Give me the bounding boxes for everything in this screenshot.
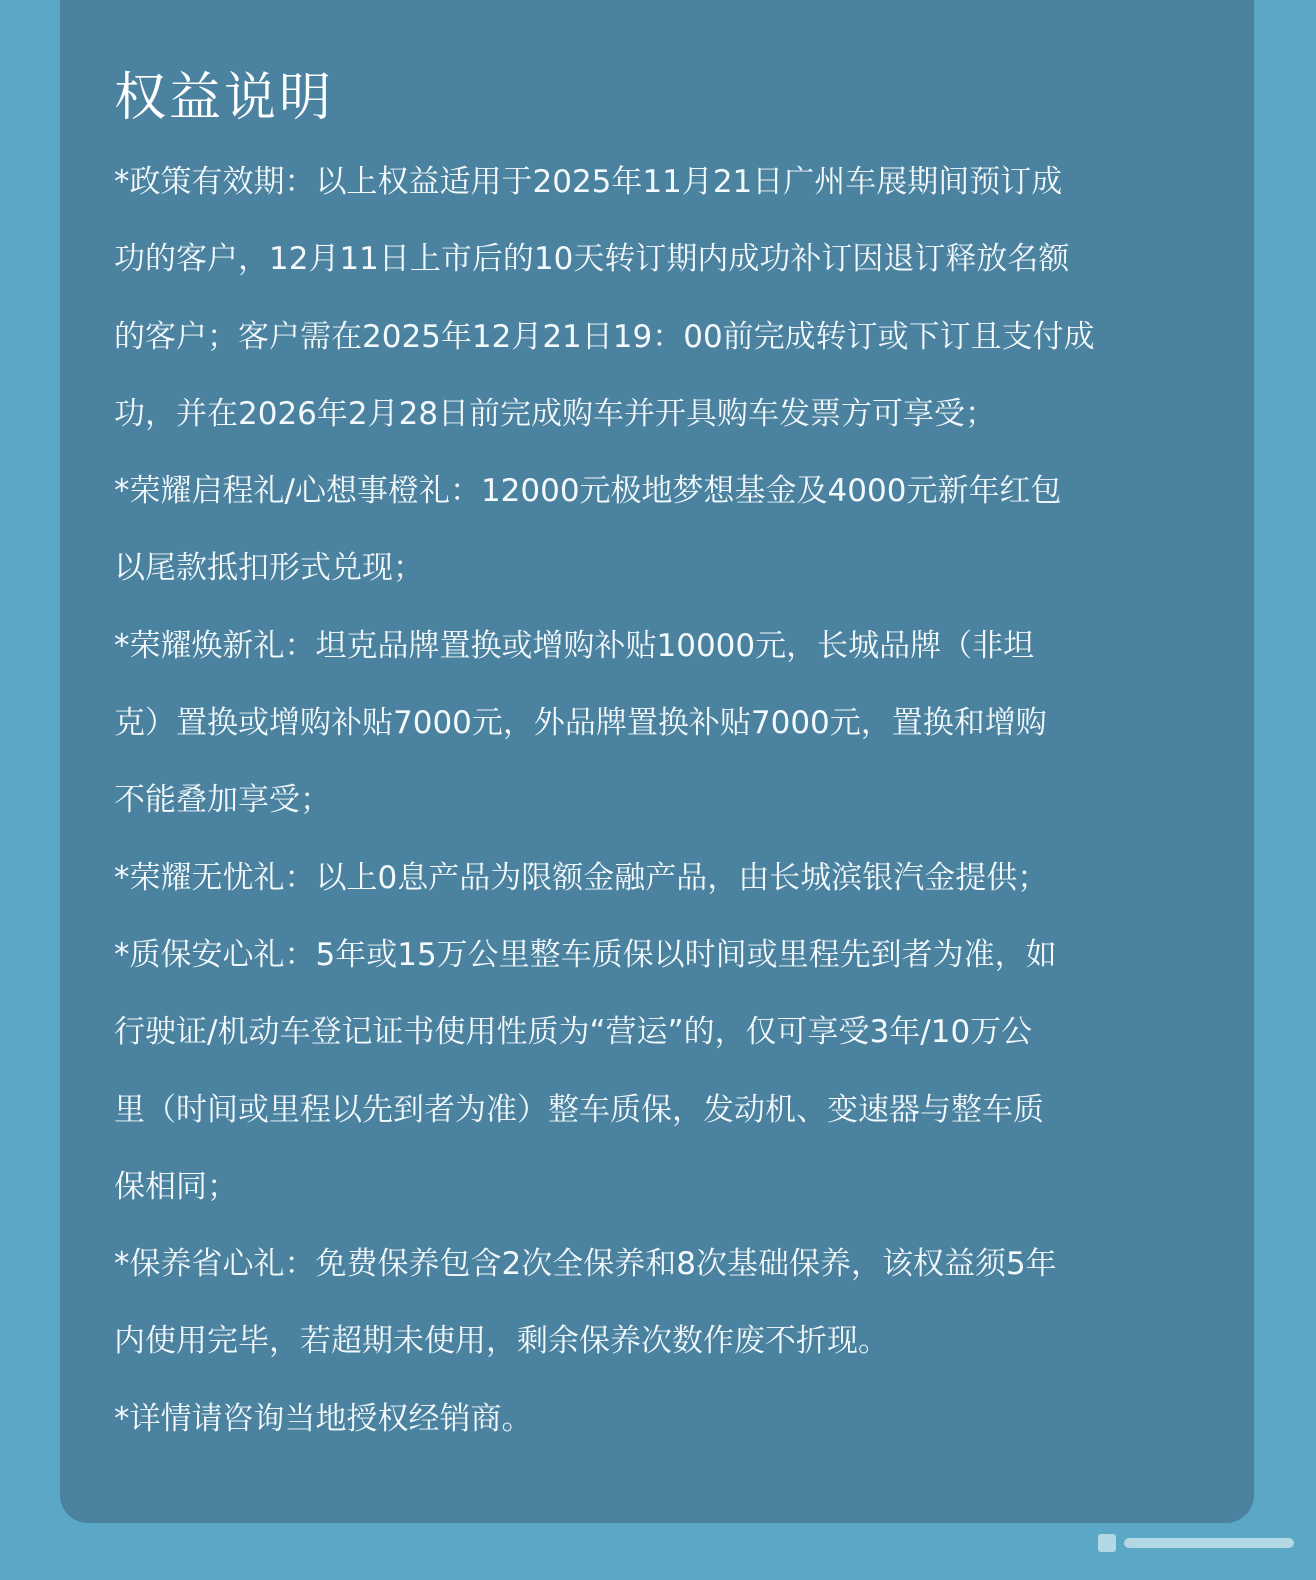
text-line: *荣耀无忧礼：以上0息产品为限额金融产品，由长城滨银汽金提供； bbox=[114, 859, 1049, 896]
text-line: 克）置换或增购补贴7000元，外品牌置换补贴7000元，置换和增购 bbox=[114, 705, 1047, 742]
text-line: *荣耀焕新礼：坦克品牌置换或增购补贴10000元，长城品牌（非坦 bbox=[114, 627, 1035, 664]
text-line: 行驶证/机动车登记证书使用性质为“营运”的，仅可享受3年/10万公 bbox=[114, 1014, 1033, 1051]
text-line: *保养省心礼：免费保养包含2次全保养和8次基础保养，该权益须5年 bbox=[114, 1246, 1057, 1283]
text-line: 功的客户，12月11日上市后的10天转订期内成功补订因退订释放名额 bbox=[114, 241, 1070, 278]
benefits-card bbox=[60, 0, 1254, 1523]
text-line: *荣耀启程礼/心想事橙礼：12000元极地梦想基金及4000元新年红包 bbox=[114, 473, 1062, 510]
text-line: 保相同； bbox=[114, 1168, 238, 1205]
text-line: 以尾款抵扣形式兑现； bbox=[114, 550, 424, 587]
text-line: *质保安心礼：5年或15万公里整车质保以时间或里程先到者为准，如 bbox=[114, 936, 1057, 973]
text-line: 里（时间或里程以先到者为准）整车质保，发动机、变速器与整车质 bbox=[114, 1091, 1044, 1128]
benefits-body bbox=[114, 144, 1184, 1458]
text-line: *详情请咨询当地授权经销商。 bbox=[114, 1400, 533, 1437]
text-line: 内使用完毕，若超期未使用，剩余保养次数作废不折现。 bbox=[114, 1323, 889, 1360]
text-line: 的客户；客户需在2025年12月21日19：00前完成转订或下订且支付成 bbox=[114, 318, 1095, 355]
text-line: 不能叠加享受； bbox=[114, 782, 331, 819]
page-title: 权益说明 bbox=[114, 68, 335, 128]
watermark-graphic bbox=[1098, 1528, 1298, 1558]
text-line: 功，并在2026年2月28日前完成购车并开具购车发票方可享受； bbox=[114, 395, 997, 432]
text-line: *政策有效期：以上权益适用于2025年11月21日广州车展期间预订成 bbox=[114, 164, 1063, 200]
